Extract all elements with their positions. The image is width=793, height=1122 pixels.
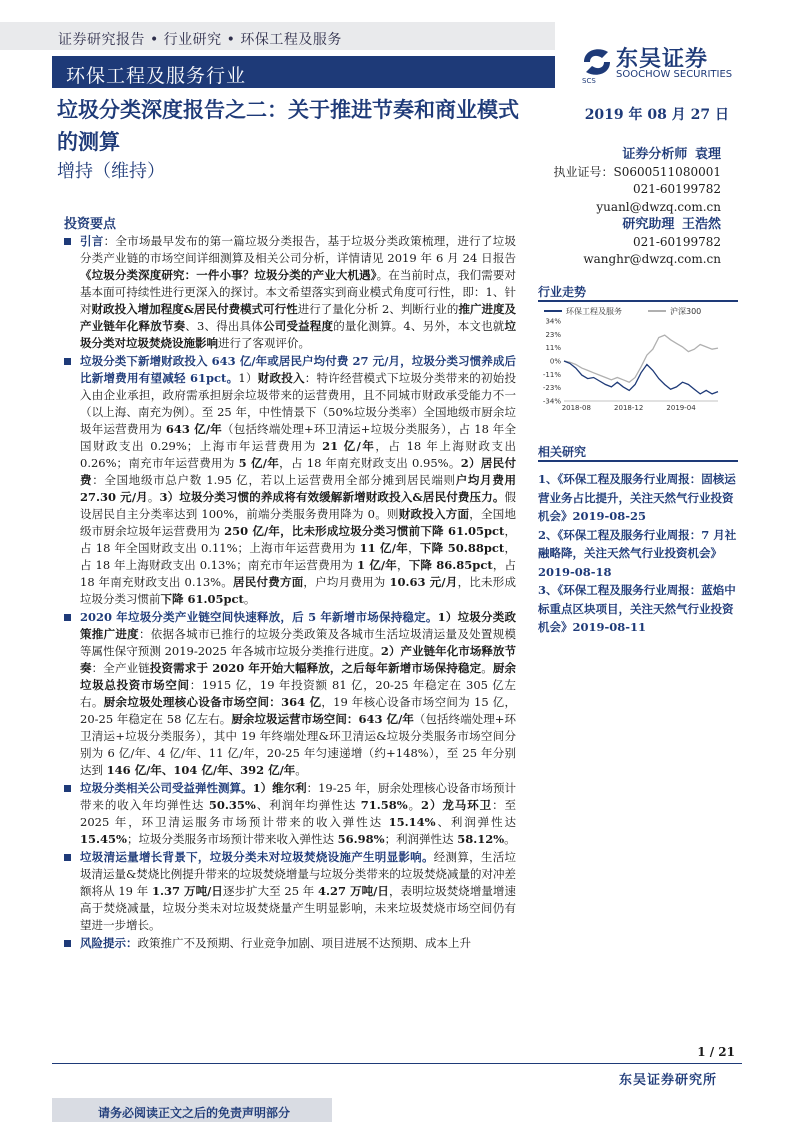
p3-key: 1）垃圾分类政策推广进度 xyxy=(80,610,516,641)
p2-key: 21 亿/年 xyxy=(322,439,376,453)
p3-text: ：全产业链 xyxy=(91,661,150,675)
p1-text: ：全市场最早发布的第一篇垃圾分类报告，基于垃圾分类政策梳理，进行了垃圾分类产业链的市场空间详细测算及相关公司分析，详情请见 2019 年 6 月 24 日报告 xyxy=(80,234,517,265)
footer-divider xyxy=(52,1063,742,1064)
p4-key: 15.45% xyxy=(80,832,127,846)
legend-hs300: 沪深300 xyxy=(670,307,702,316)
p1-key: 推广进度及产业链年化释放节奏 xyxy=(80,302,517,333)
logo-text-cn: 东吴证券 xyxy=(616,46,709,72)
p2-key: 3）垃圾分类习惯的养成将有效缓解新增财政投入&居民付费压力。 xyxy=(159,490,505,504)
related-list xyxy=(538,470,743,637)
p3-text: ：1915 亿，19 年投资额 81 亿，20-25 年稳定在 305 亿左右。 xyxy=(80,678,516,709)
y-tick-label: 11% xyxy=(545,344,561,353)
p4-text: 。 xyxy=(504,832,516,846)
p2-text: 假设居民自主分类率达到 100%，前端分类服务费用降为 0。则 xyxy=(80,490,517,521)
p2-text: ，占 18 年上海财政支出 0.26%；南充市年运营费用为 xyxy=(80,439,516,470)
key-points-heading: 投资要点 xyxy=(64,217,117,232)
related-item[interactable]: 1、《环保工程及服务行业周报：固核运营业务占比提升，关注天然气行业投资机会》2019-08-25 xyxy=(538,472,736,523)
x-tick-label: 2018-12 xyxy=(614,404,644,412)
trend-chart xyxy=(538,305,738,417)
p4-text: 。 xyxy=(407,798,422,812)
p2-key: 下降 86.85pct xyxy=(408,558,493,572)
analyst-license: 执业证号：S0600511080001 xyxy=(553,164,721,179)
p2-lead: 垃圾分类下新增财政投入 643 亿/年或居民户均付费 27 元/月，垃圾分类习惯养成后比新增费用有望减轻 61pct。 xyxy=(80,354,516,385)
p2-text: ：全国地级市总户数 1.95 亿，若以上运营费用全部分摊到居民端则 xyxy=(92,473,456,487)
p4-text: ：19-25 年，厨余处理核心设备市场预计带来的收入年均弹性达 xyxy=(80,781,516,812)
p3-key: 厨余垃圾处理核心设备市场空间：364 亿 xyxy=(103,695,322,709)
bullet-square-icon xyxy=(64,238,71,245)
analyst-phone: 021-60199782 xyxy=(632,182,721,196)
p4-text: ；利润弹性达 xyxy=(384,832,458,846)
analyst-info xyxy=(554,146,721,269)
disclaimer: 请务必阅读正文之后的免责声明部分 xyxy=(98,1106,291,1120)
y-tick-label: -11% xyxy=(542,370,561,379)
p6-lead: 风险提示： xyxy=(80,936,138,950)
p2-key: 1 亿/年 xyxy=(357,558,397,572)
related-item[interactable]: 2、《环保工程及服务行业周报：7 月社融略降，关注天然气行业投资机会》2019-08-18 xyxy=(538,527,737,579)
y-tick-label: 34% xyxy=(545,317,561,326)
p5-text: 逐步扩大至 25 年 xyxy=(222,884,318,898)
p1-text: 。在当前时点，我们需要对基本面可持续性进行更深入的探讨。本文希望落实到商业模式角度可行性，即：1、针对 xyxy=(80,268,517,316)
p1-text: 、3、得出具体 xyxy=(185,319,264,333)
paragraph-risk xyxy=(64,935,516,952)
y-tick-label: 23% xyxy=(545,330,561,339)
paragraph-market xyxy=(64,609,516,779)
p1-ref: 《垃圾分类深度研究：一件小事？垃圾分类的产业大机遇》 xyxy=(80,268,377,282)
page-number: 1 / 21 xyxy=(697,1045,735,1059)
p4-key: 58.12% xyxy=(457,832,505,846)
breadcrumb: 证券研究报告 • 行业研究 • 环保工程及服务 xyxy=(58,32,342,48)
p2-text: ：特许经营模式下垃圾分类带来的初始投入由企业承担，政府需承担厨余垃圾带来的运营费用，且不同城市财政承受能力不一（以上海、南充为例）。至 25 年，中性情景下（50%垃圾分类率）全国地级市厨余垃圾年运营费用为 xyxy=(80,371,517,436)
paragraph-companies xyxy=(64,780,516,848)
p2-text: ，户均月费用为 xyxy=(303,575,390,589)
y-tick-label: 0% xyxy=(549,357,561,366)
p4-key: 56.98% xyxy=(337,832,385,846)
p4-key: 15.14% xyxy=(388,815,436,829)
bullet-square-icon xyxy=(64,358,71,365)
p5-lead: 垃圾清运量增长背景下，垃圾分类未对垃圾焚烧设施产生明显影响。 xyxy=(80,850,434,864)
institute-name: 东吴证券研究所 xyxy=(618,1073,717,1088)
p2-key: 10.63 元/月 xyxy=(389,575,458,589)
p2-text: ，全国地级市厨余垃圾年运营费用为 xyxy=(80,507,516,538)
p4-text: 、利润年均弹性达 xyxy=(255,798,361,812)
p2-text: （包括终端处理+环卫清运+垃圾分类服务），占 18 年全国财政支出 0.29%；上海市年运营费用为 xyxy=(80,422,516,453)
analyst-email[interactable]: yuanl@dwzq.com.cn xyxy=(596,199,721,214)
p2-key: 643 亿/年 xyxy=(165,422,223,436)
p1-key: 财政投入增加程度&居民付费模式可行性 xyxy=(91,302,298,316)
p2-key: 财政投入 xyxy=(257,371,305,385)
p2-key: 2）居民付费 xyxy=(80,456,516,487)
bullet-square-icon xyxy=(64,785,71,792)
p2-text: 1） xyxy=(238,371,258,385)
logo-text-en: SOOCHOW SECURITIES xyxy=(616,69,733,80)
p2-text: 。 xyxy=(147,490,160,504)
bullet-square-icon xyxy=(64,854,71,861)
bullet-square-icon xyxy=(64,940,71,947)
assistant-name: 王浩然 xyxy=(681,217,721,232)
y-tick-label: -23% xyxy=(542,384,561,393)
p3-key: 厨余垃圾运营市场空间：643 亿/年 xyxy=(231,712,414,726)
paragraph-fiscal xyxy=(64,353,516,608)
report-title: 垃圾分类深度报告之二：关于推进节奏和商业模式的测算 xyxy=(57,97,519,154)
p2-key: 下降 50.88pct xyxy=(419,541,505,555)
p1-lead: 引言 xyxy=(80,234,104,248)
p3-key: 146 亿/年、104 亿/年、392 亿/年 xyxy=(106,763,296,777)
p2-key: 财政投入方面 xyxy=(398,507,470,521)
p5-text: ，表明垃圾焚烧增量增速高于焚烧减量，垃圾分类未对垃圾焚烧量产生明显影响，未来垃圾焚烧市场空间仍有望进一步增长。 xyxy=(80,884,516,932)
p4-key: 2）龙马环卫 xyxy=(421,798,493,812)
p2-text: ，占 18 年上海财政支出 0.13%；南充市年运营费用为 xyxy=(80,541,516,572)
series-line-hs300 xyxy=(564,335,718,382)
p4-key: 50.35% xyxy=(208,798,256,812)
p6-text: 政策推广不及预期、行业竞争加剧、项目进展不达预期、成本上升 xyxy=(137,936,471,950)
paragraph-intro xyxy=(64,233,516,352)
analyst-name: 袁理 xyxy=(694,147,721,162)
p2-text: ，占 18 年南充财政支出 0.13%。 xyxy=(80,558,517,589)
assistant-phone: 021-60199782 xyxy=(632,234,721,249)
p2-text: ， xyxy=(408,541,420,555)
p3-text: ，19 年核心设备市场空间为 15 亿，20-25 年稳定在 58 亿左右。 xyxy=(80,695,517,726)
p2-text: ，占 18 年南充财政支出 0.95%。 xyxy=(279,456,461,470)
p3-key: 2）产业链年化市场释放节奏 xyxy=(80,644,516,675)
assistant-email[interactable]: wanghr@dwzq.com.cn xyxy=(583,252,721,266)
p2-text: 。 xyxy=(243,592,256,606)
related-divider xyxy=(538,460,738,462)
x-tick-label: 2019-04 xyxy=(666,404,696,412)
p3-text: 。 xyxy=(481,661,493,675)
p4-text: 、利润弹性达 xyxy=(435,815,517,829)
bullet-square-icon xyxy=(64,614,71,621)
industry-title: 环保工程及服务行业 xyxy=(66,65,247,87)
rating: 增持（维持） xyxy=(57,161,165,182)
p2-key: 下降 61.05pct xyxy=(160,592,244,606)
report-date: 2019 年 08 月 27 日 xyxy=(584,107,729,123)
p3-text: （包括终端处理+环卫清运+垃圾分类服务），其中 19 年终端处理&环卫清运&垃圾分类服务市场空间分别为 6 亿/年、4 亿/年、11 亿/年，20-25 年匀速递增（约+148%），至 25 年分别达到 xyxy=(80,712,516,777)
p2-key: 户均月费用 27.30 元/月 xyxy=(80,473,517,504)
p2-key: 居民付费方面 xyxy=(233,575,304,589)
p3-key: 投资需求于 2020 年开始大幅释放，之后每年新增市场保持稳定 xyxy=(149,661,482,675)
p2-text: ，比未形成垃圾分类习惯前 xyxy=(80,575,517,606)
legend-industry: 环保工程及服务 xyxy=(566,307,622,316)
related-item[interactable]: 3、《环保工程及服务行业周报：蓝焰中标重点区块项目，关注天然气行业投资机会》2019-08-11 xyxy=(538,583,736,634)
p2-key: 5 亿/年 xyxy=(238,456,280,470)
analyst-role: 证券分析师 xyxy=(622,147,688,162)
assistant-role: 研究助理 xyxy=(622,217,675,232)
p2-key: 11 亿/年 xyxy=(359,541,409,555)
p4-text: ：至 2025 年，环卫清运服务市场预计带来的收入弹性达 xyxy=(80,798,517,829)
p2-text: ，占 18 年全国财政支出 0.11%；上海市年运营费用为 xyxy=(80,524,517,555)
paragraph-incineration xyxy=(64,849,516,934)
trend-divider xyxy=(538,300,738,302)
p5-key: 4.27 万吨/日 xyxy=(318,884,389,898)
p2-text: ， xyxy=(396,558,409,572)
trend-heading: 行业走势 xyxy=(538,285,587,299)
p1-key: 垃圾分类对垃圾焚烧设施影响 xyxy=(80,319,517,350)
p3-text: 。 xyxy=(295,763,307,777)
p3-key: 厨余垃圾总投资市场空间 xyxy=(80,661,517,692)
p5-text: 经测算，生活垃圾清运量&焚烧比例提升带来的垃圾焚烧增量与垃圾分类带来的垃圾焚烧减量的对冲差额将从 19 年 xyxy=(80,850,516,898)
p4-key: 71.58% xyxy=(360,798,408,812)
p1-text: 的量化测算。4、另外，本文也就 xyxy=(333,319,505,333)
p4-lead: 垃圾分类相关公司受益弹性测算。 xyxy=(80,781,253,795)
related-heading: 相关研究 xyxy=(538,445,587,459)
p2-key: 250 亿/年，比未形成垃圾分类习惯前下降 61.05pct xyxy=(224,524,505,538)
logo-mark: SCS xyxy=(582,77,596,84)
key-points-body xyxy=(64,233,516,953)
p1-key: 公司受益程度 xyxy=(263,319,334,333)
p5-key: 1.37 万吨/日 xyxy=(151,884,223,898)
x-tick-label: 2018-08 xyxy=(561,404,591,412)
p3-lead: 2020 年垃圾分类产业链空间快速释放，后 5 年新增市场保持稳定。 xyxy=(80,610,438,624)
p3-text: ：依据各城市已推行的垃圾分类政策及各城市生活垃圾清运量及处置规模等属性保守预测 2019-2025 年各城市垃圾分类推行进度。 xyxy=(80,627,517,658)
p1-text: 进行了量化分析 2、判断行业的 xyxy=(297,302,459,316)
p4-key: 1）维尔利 xyxy=(252,781,307,795)
y-tick-label: -34% xyxy=(542,397,561,406)
p4-text: ；垃圾分类服务市场预计带来收入弹性达 xyxy=(126,832,338,846)
p1-text: 进行了客观评价。 xyxy=(218,336,310,350)
